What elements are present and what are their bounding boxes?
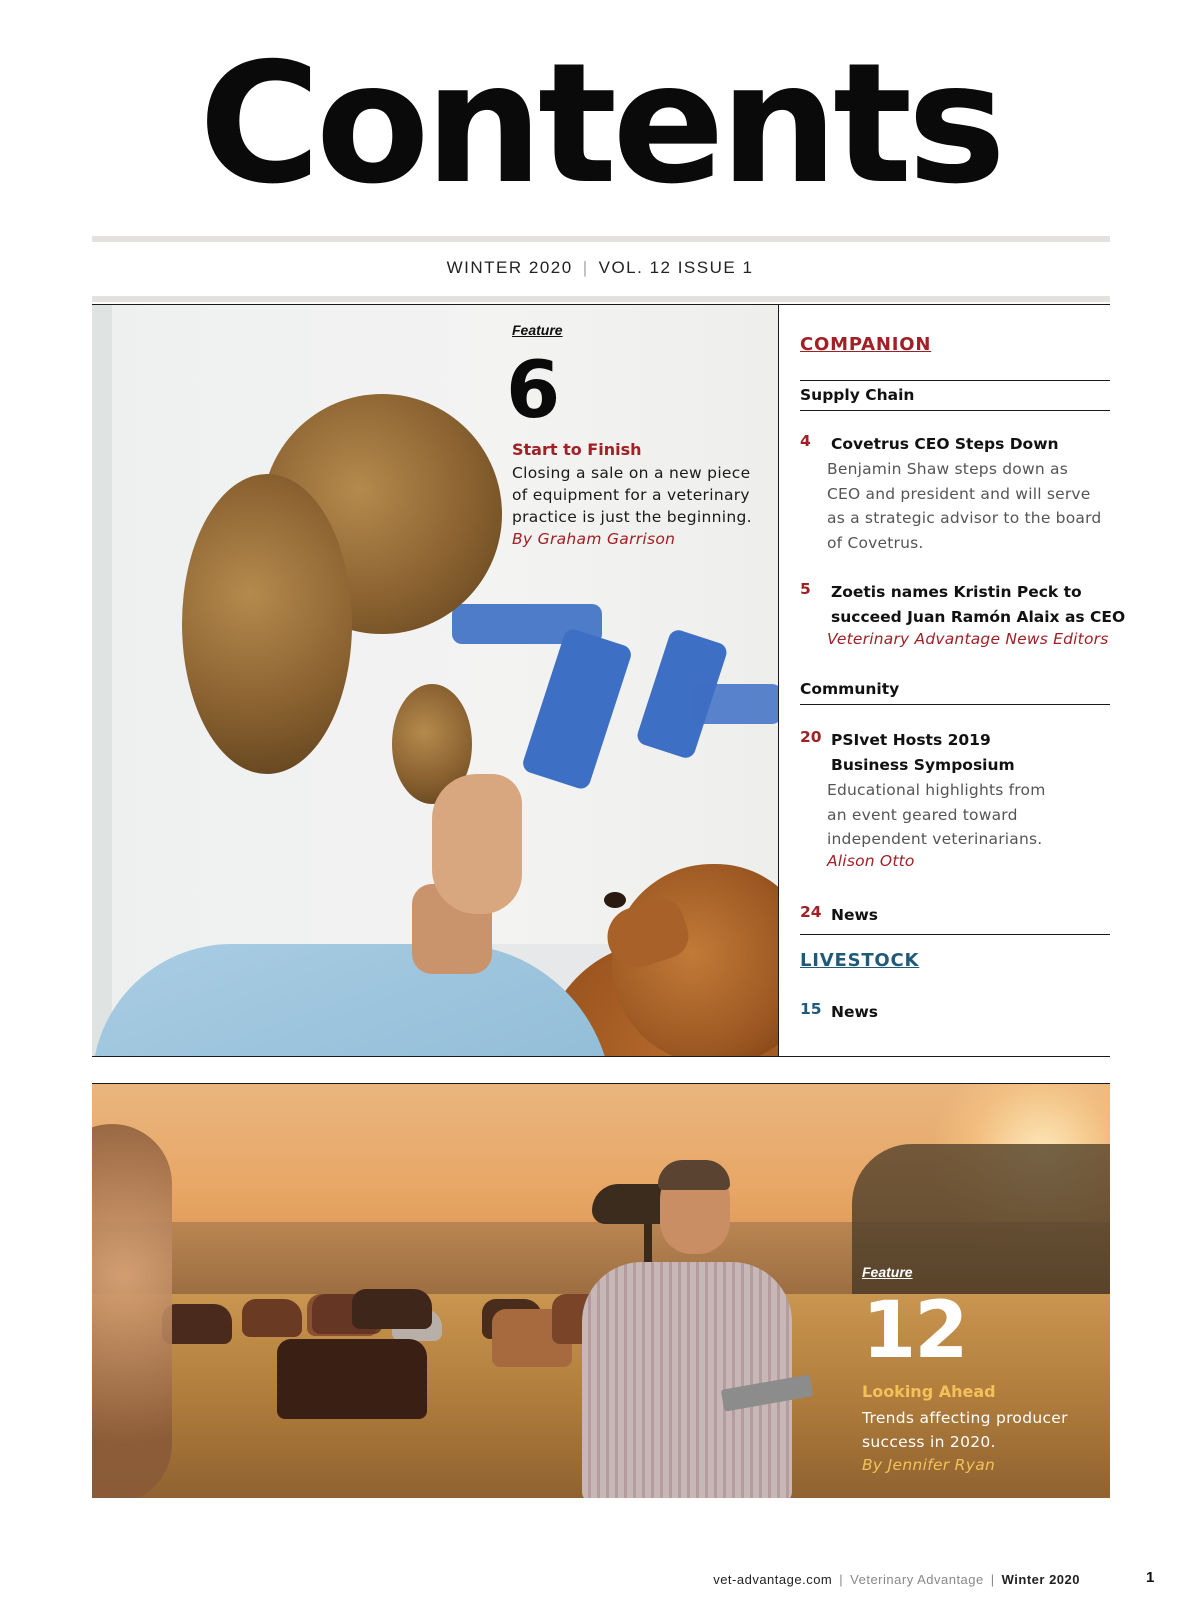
feature2-page-number[interactable]: 12 xyxy=(862,1286,967,1376)
section-livestock[interactable]: LIVESTOCK xyxy=(800,950,920,971)
footer-issue: Winter 2020 xyxy=(1001,1572,1080,1587)
toc-entry-description: Benjamin Shaw steps down as CEO and president and will serve as a strategic advisor to the board of Covetrus. xyxy=(827,460,1102,552)
toc-entry-title: News xyxy=(831,1003,879,1021)
feature2-description: Trends affecting producer success in 2020. xyxy=(862,1409,1068,1451)
feature-headline[interactable]: Start to Finish xyxy=(512,440,642,459)
issue-volume: VOL. 12 ISSUE 1 xyxy=(598,258,754,277)
toc-page-number: 15 xyxy=(800,1000,822,1018)
footer-site[interactable]: vet-advantage.com xyxy=(713,1572,833,1587)
feature2-headline[interactable]: Looking Ahead xyxy=(862,1382,996,1401)
feature-label: Feature xyxy=(512,322,563,338)
title-divider xyxy=(92,236,1110,242)
page-title: Contents xyxy=(198,28,1002,221)
feature-page-number[interactable]: 6 xyxy=(506,346,559,436)
toc-entry-description: Educational highlights from an event geared toward independent veterinarians. xyxy=(827,781,1046,848)
toc-entry-author: Veterinary Advantage News Editors xyxy=(827,630,1109,648)
subhead-community: Community xyxy=(800,680,900,698)
section-companion[interactable]: COMPANION xyxy=(800,334,932,355)
issue-separator: | xyxy=(582,258,589,277)
toc-page-number: 4 xyxy=(800,432,811,450)
footer: vet-advantage.com | Veterinary Advantage | Winter 2020 xyxy=(713,1572,1080,1587)
footer-publication: Veterinary Advantage xyxy=(850,1572,984,1587)
toc-entry-title: Covetrus CEO Steps Down xyxy=(831,435,1059,453)
subhead-supply-chain: Supply Chain xyxy=(800,386,915,404)
toc-page-number: 5 xyxy=(800,580,811,598)
feature-photo-veterinarian-dog xyxy=(92,304,778,1056)
toc-entry-author: Alison Otto xyxy=(827,852,915,870)
issue-line xyxy=(0,258,1200,278)
toc-entry-title: Zoetis names Kristin Peck to succeed Juan Ramón Alaix as CEO xyxy=(831,583,1126,626)
feature-byline: By Graham Garrison xyxy=(512,530,676,548)
feature2-byline: By Jennifer Ryan xyxy=(862,1456,996,1474)
toc-entry-title: News xyxy=(831,906,879,924)
toc-page-number: 24 xyxy=(800,903,822,921)
feature-description: Closing a sale on a new piece of equipment for a veterinary practice is just the beginning. xyxy=(512,464,752,526)
feature2-label: Feature xyxy=(862,1264,913,1280)
page-number: 1 xyxy=(1146,1569,1155,1586)
issue-divider xyxy=(92,296,1110,302)
toc-entry-title: PSIvet Hosts 2019 Business Symposium xyxy=(831,731,1015,774)
column-divider xyxy=(778,304,779,1056)
toc-page-number: 20 xyxy=(800,728,822,746)
issue-season: WINTER 2020 xyxy=(446,258,573,277)
section-top-rule xyxy=(92,304,1110,305)
section-bottom-rule xyxy=(92,1056,1110,1057)
